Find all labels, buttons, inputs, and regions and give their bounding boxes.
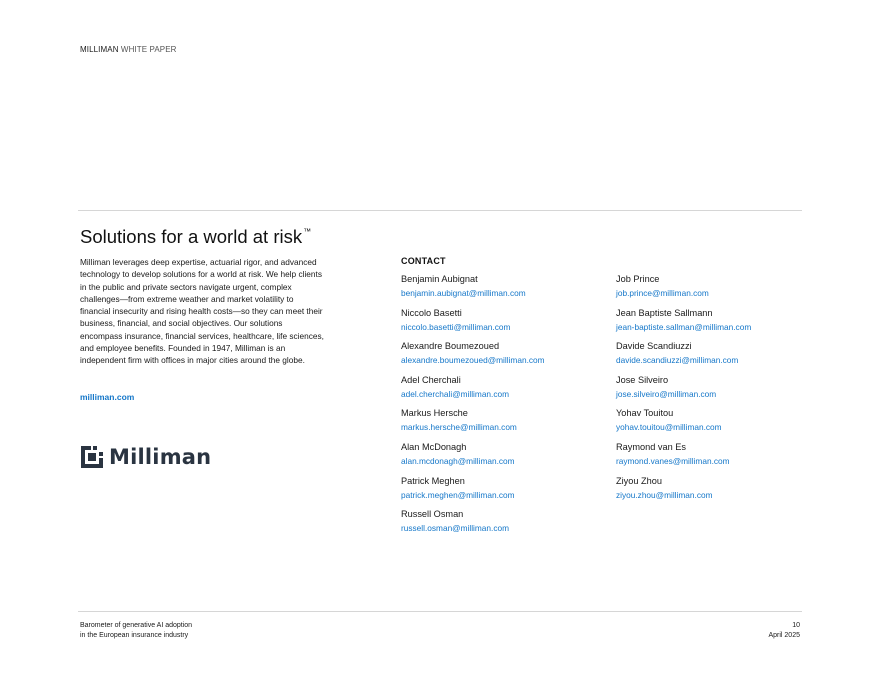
- milliman-wordmark: Milliman: [109, 445, 212, 469]
- contact-name: Jose Silveiro: [616, 374, 669, 385]
- contact-name: Markus Hersche: [401, 408, 468, 419]
- contact-item: [616, 441, 816, 475]
- contact-item: [401, 441, 601, 475]
- publication-date: April 2025: [768, 631, 800, 639]
- milliman-logo-icon: [81, 446, 103, 468]
- contact-email-link[interactable]: yohav.touitou@milliman.com: [616, 422, 722, 433]
- contact-email-link[interactable]: markus.hersche@milliman.com: [401, 422, 517, 433]
- contact-email-link[interactable]: jose.silveiro@milliman.com: [616, 388, 717, 399]
- contact-email-link[interactable]: alexandre.boumezoued@milliman.com: [401, 355, 545, 366]
- about-paragraph: Milliman leverages deep expertise, actuarial rigor, and advanced technology to develop solutions for a world at risk. We help clients in the public and private sectors navigate urgent, complex challenges—from extreme weather and market volatility to financial insecurity and rising health costs—so they can meet their business, financial, and social objectives. Our solutions encompass insurance, financial services, healthcare, life sciences, and employee benefits. Founded in 1947, Milliman is an independent firm with offices in major cities around the globe.: [80, 257, 324, 366]
- contact-name: Niccolo Basetti: [401, 307, 462, 318]
- contact-name: Alexandre Boumezoued: [401, 341, 500, 352]
- contact-item: [616, 340, 816, 374]
- contact-list-left: [401, 273, 601, 542]
- contact-heading: CONTACT: [401, 256, 446, 266]
- contact-item: [401, 340, 601, 374]
- contact-item: [616, 407, 816, 441]
- contact-item: [616, 273, 816, 307]
- contact-name: Raymond van Es: [616, 441, 686, 452]
- contact-item: [401, 374, 601, 408]
- contact-email-link[interactable]: job.prince@milliman.com: [616, 288, 709, 298]
- contact-list-right: [616, 273, 816, 508]
- contact-name: Alan McDonagh: [401, 441, 467, 452]
- trademark-symbol: ™: [303, 227, 312, 236]
- contact-email-link[interactable]: russell.osman@milliman.com: [401, 523, 510, 534]
- contact-item: [616, 475, 816, 509]
- contact-email-link[interactable]: raymond.vanes@milliman.com: [616, 455, 730, 466]
- contact-name: Davide Scandiuzzi: [616, 341, 692, 352]
- contact-item: [616, 374, 816, 408]
- contact-item: [401, 407, 601, 441]
- contact-item: [401, 273, 601, 307]
- milliman-logo: [81, 444, 211, 470]
- footer-document-title: [80, 621, 192, 640]
- contact-name: Ziyou Zhou: [616, 475, 662, 486]
- contact-email-link[interactable]: niccolo.basetti@milliman.com: [401, 321, 511, 332]
- page-title-text: Solutions for a world at risk: [80, 226, 303, 247]
- contact-name: Adel Cherchali: [401, 374, 461, 385]
- contact-email-link[interactable]: benjamin.aubignat@milliman.com: [401, 288, 526, 298]
- footer-title-line-2: in the European insurance industry: [80, 631, 189, 639]
- contact-name: Benjamin Aubignat: [401, 274, 478, 284]
- footer-page-info: [768, 621, 800, 640]
- contact-item: [401, 307, 601, 341]
- page-number: 10: [792, 622, 800, 629]
- contact-name: Job Prince: [616, 274, 660, 284]
- contact-email-link[interactable]: davide.scandiuzzi@milliman.com: [616, 355, 739, 366]
- contact-email-link[interactable]: patrick.meghen@milliman.com: [401, 489, 515, 500]
- header-brand: MILLIMAN: [80, 45, 119, 54]
- contact-name: Patrick Meghen: [401, 475, 465, 486]
- bottom-divider: [78, 611, 802, 612]
- top-divider: [78, 210, 802, 211]
- contact-name: Russell Osman: [401, 509, 464, 520]
- contact-item: [401, 508, 601, 542]
- contact-name: Yohav Touitou: [616, 408, 674, 419]
- contact-email-link[interactable]: alan.mcdonagh@milliman.com: [401, 455, 515, 466]
- website-link[interactable]: milliman.com: [80, 392, 135, 402]
- contact-email-link[interactable]: ziyou.zhou@milliman.com: [616, 489, 713, 500]
- page-title: [80, 226, 311, 248]
- footer-title-line-1: Barometer of generative AI adoption: [80, 622, 193, 629]
- running-header: [80, 45, 177, 54]
- header-doc-type: WHITE PAPER: [120, 45, 177, 54]
- contact-name: Jean Baptiste Sallmann: [616, 307, 713, 318]
- contact-item: [401, 475, 601, 509]
- contact-email-link[interactable]: adel.cherchali@milliman.com: [401, 388, 510, 399]
- contact-item: [616, 307, 816, 341]
- contact-email-link[interactable]: jean-baptiste.sallman@milliman.com: [616, 321, 752, 332]
